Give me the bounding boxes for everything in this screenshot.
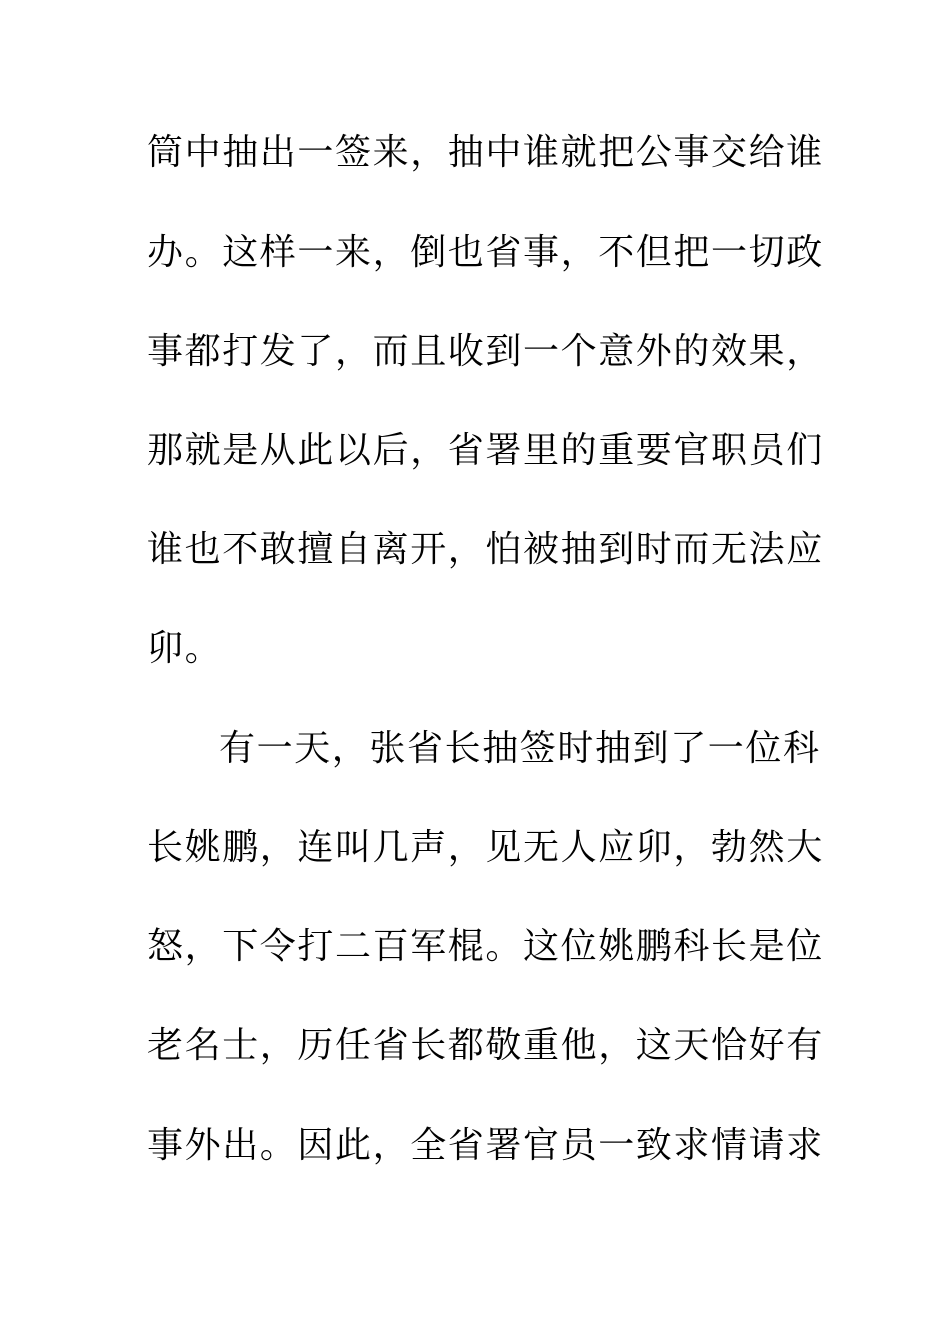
paragraph-first-line: 有一天，张省长抽签时抽到了一位科 — [219, 728, 821, 769]
text-line: 卯。 — [147, 628, 223, 669]
text-line: 事都打发了，而且收到一个意外的效果， — [147, 331, 824, 372]
text-line: 事外出。因此，全省署官员一致求情请求 — [147, 1125, 824, 1166]
text-line: 怒，下令打二百军棍。这位姚鹏科长是位 — [147, 926, 824, 967]
text-line: 长姚鹏，连叫几声，见无人应卯，勃然大 — [147, 827, 824, 868]
text-line: 筒中抽出一签来，抽中谁就把公事交给谁 — [147, 132, 824, 173]
text-line: 办。这样一来，倒也省事，不但把一切政 — [147, 232, 824, 273]
text-line: 那就是从此以后，省署里的重要官职员们 — [147, 430, 824, 471]
text-line: 谁也不敢擅自离开，怕被抽到时而无法应 — [147, 529, 824, 570]
text-line: 老名士，历任省长都敬重他，这天恰好有 — [147, 1025, 824, 1066]
